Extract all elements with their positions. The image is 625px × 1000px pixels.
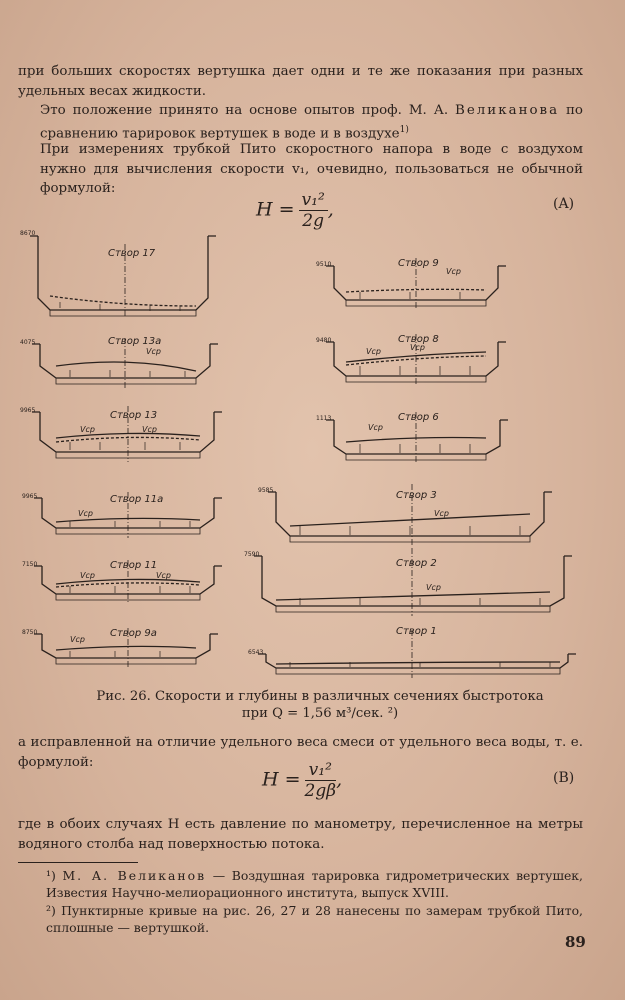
elevation-mark: 4075 — [20, 339, 36, 346]
section-label-right-6: Створ 1 — [396, 626, 437, 637]
elevation-mark: 9510 — [316, 261, 332, 268]
paragraph-5-text: где в обоих случаях H есть давление по манометру, перечисленное на метры водяного столба над поверхностью потока. — [18, 817, 583, 852]
elevation-mark: 8750 — [22, 629, 38, 636]
figure-caption — [60, 688, 580, 722]
vcp-label: Vср — [80, 571, 95, 580]
section-label-left-3: Створ 13 — [110, 410, 158, 421]
formula-a-tail: , — [327, 198, 334, 221]
elevation-mark: 7150 — [22, 561, 38, 568]
channel-right-6 — [258, 630, 576, 678]
section-label-left-6: Створ 9а — [110, 628, 157, 639]
paragraph-1-text: при больших скоростях вертушка дает одни и те же показания при разных удельных весах жидкости. — [18, 64, 583, 99]
formula-a-label: (A) — [553, 196, 575, 212]
formula-b-lhs: H = — [262, 768, 301, 791]
elevation-mark: 9965 — [20, 407, 36, 414]
elevation-mark: 6543 — [248, 649, 264, 656]
section-label-right-3: Створ 6 — [398, 412, 439, 423]
elevation-mark: 8670 — [20, 230, 36, 237]
paragraph-4-text: а исправленной на отличие удельного веса смеси от удельного веса воды, т. е. формулой: — [18, 735, 583, 770]
paragraph-2-text-b: по сравнению тарировок вертушек в воде и в воздухе — [40, 103, 583, 141]
vcp-label: Vср — [146, 347, 161, 356]
elevation-mark: 7590 — [244, 551, 260, 558]
formula-a-numerator: v₁² — [299, 190, 328, 211]
section-label-left-4: Створ 11а — [110, 494, 164, 505]
figure-caption-line-2: при Q = 1,56 м³/сек. ²) — [241, 706, 399, 721]
formula-b — [262, 760, 342, 801]
vcp-label: Vср — [446, 267, 461, 276]
formula-b-denominator: 2gβ — [304, 781, 337, 801]
formula-a-lhs: H = — [256, 198, 295, 221]
footnote-2-mark: ²) — [46, 903, 56, 918]
section-label-left-2: Створ 13а — [108, 336, 162, 347]
formula-b-numerator: v₁² — [305, 760, 337, 781]
footnote-separator — [18, 862, 138, 863]
footnote-1 — [18, 868, 583, 901]
vcp-label: Vср — [410, 343, 425, 352]
formula-b-fraction — [305, 760, 337, 801]
formula-b-label: (B) — [553, 770, 575, 786]
footnote-2-text: Пунктирные кривые на рис. 26, 27 и 28 нанесены по замерам трубкой Пито, сплошные — вертушкой. — [46, 903, 583, 935]
vcp-label: Vср — [366, 347, 381, 356]
footnote-1-text: — Воздушная тарировка гидрометрических вертушек, Известия Научно-мелиорационного института, выпуск XVIII. — [46, 868, 583, 900]
section-label-left-1: Створ 17 — [108, 248, 156, 259]
section-label-left-5: Створ 11 — [110, 560, 158, 571]
elevation-mark: 1113 — [316, 415, 332, 422]
vcp-label: Vср — [434, 509, 449, 518]
formula-a-fraction — [299, 190, 328, 231]
elevation-mark: 9585 — [258, 487, 274, 494]
vcp-label: Vср — [142, 425, 157, 434]
paragraph-1 — [18, 62, 583, 101]
figure-26 — [0, 226, 625, 686]
footnote-1-mark: ¹) — [46, 868, 56, 883]
footnote-2 — [18, 903, 583, 936]
vcp-label: Vср — [78, 509, 93, 518]
section-label-right-5: Створ 2 — [396, 558, 437, 569]
paragraph-2-text-a: Это положение принято на основе опытов проф. М. А. — [40, 103, 456, 118]
elevation-mark: 9965 — [22, 493, 38, 500]
footnote-ref-1: 1) — [399, 124, 409, 135]
section-label-right-1: Створ 9 — [398, 258, 439, 269]
formula-a-denominator: 2g — [302, 211, 324, 231]
formula-a — [256, 190, 334, 231]
paragraph-5 — [18, 815, 583, 854]
section-label-right-2: Створ 8 — [398, 334, 439, 345]
paragraph-3-text: При измерениях трубкой Пито скоростного напора в воде с воздухом нужно для вычисления скорости v₁, очевидно, пользоваться не обычной формулой: — [40, 142, 583, 196]
page-number: 89 — [565, 933, 586, 951]
formula-b-tail: , — [336, 768, 343, 791]
elevation-mark: 9480 — [316, 337, 332, 344]
paragraph-2 — [18, 101, 583, 143]
vcp-label: Vср — [368, 423, 383, 432]
vcp-label: Vср — [80, 425, 95, 434]
footnote-1-author: М. А. Великанов — [62, 868, 207, 883]
author-name: Великанова — [455, 103, 560, 118]
figure-caption-line-1: Рис. 26. Скорости и глубины в различных сечениях быстротока — [96, 689, 544, 704]
vcp-label: Vср — [426, 583, 441, 592]
vcp-label: Vср — [156, 571, 171, 580]
section-label-right-4: Створ 3 — [396, 490, 437, 501]
vcp-label: Vср — [70, 635, 85, 644]
